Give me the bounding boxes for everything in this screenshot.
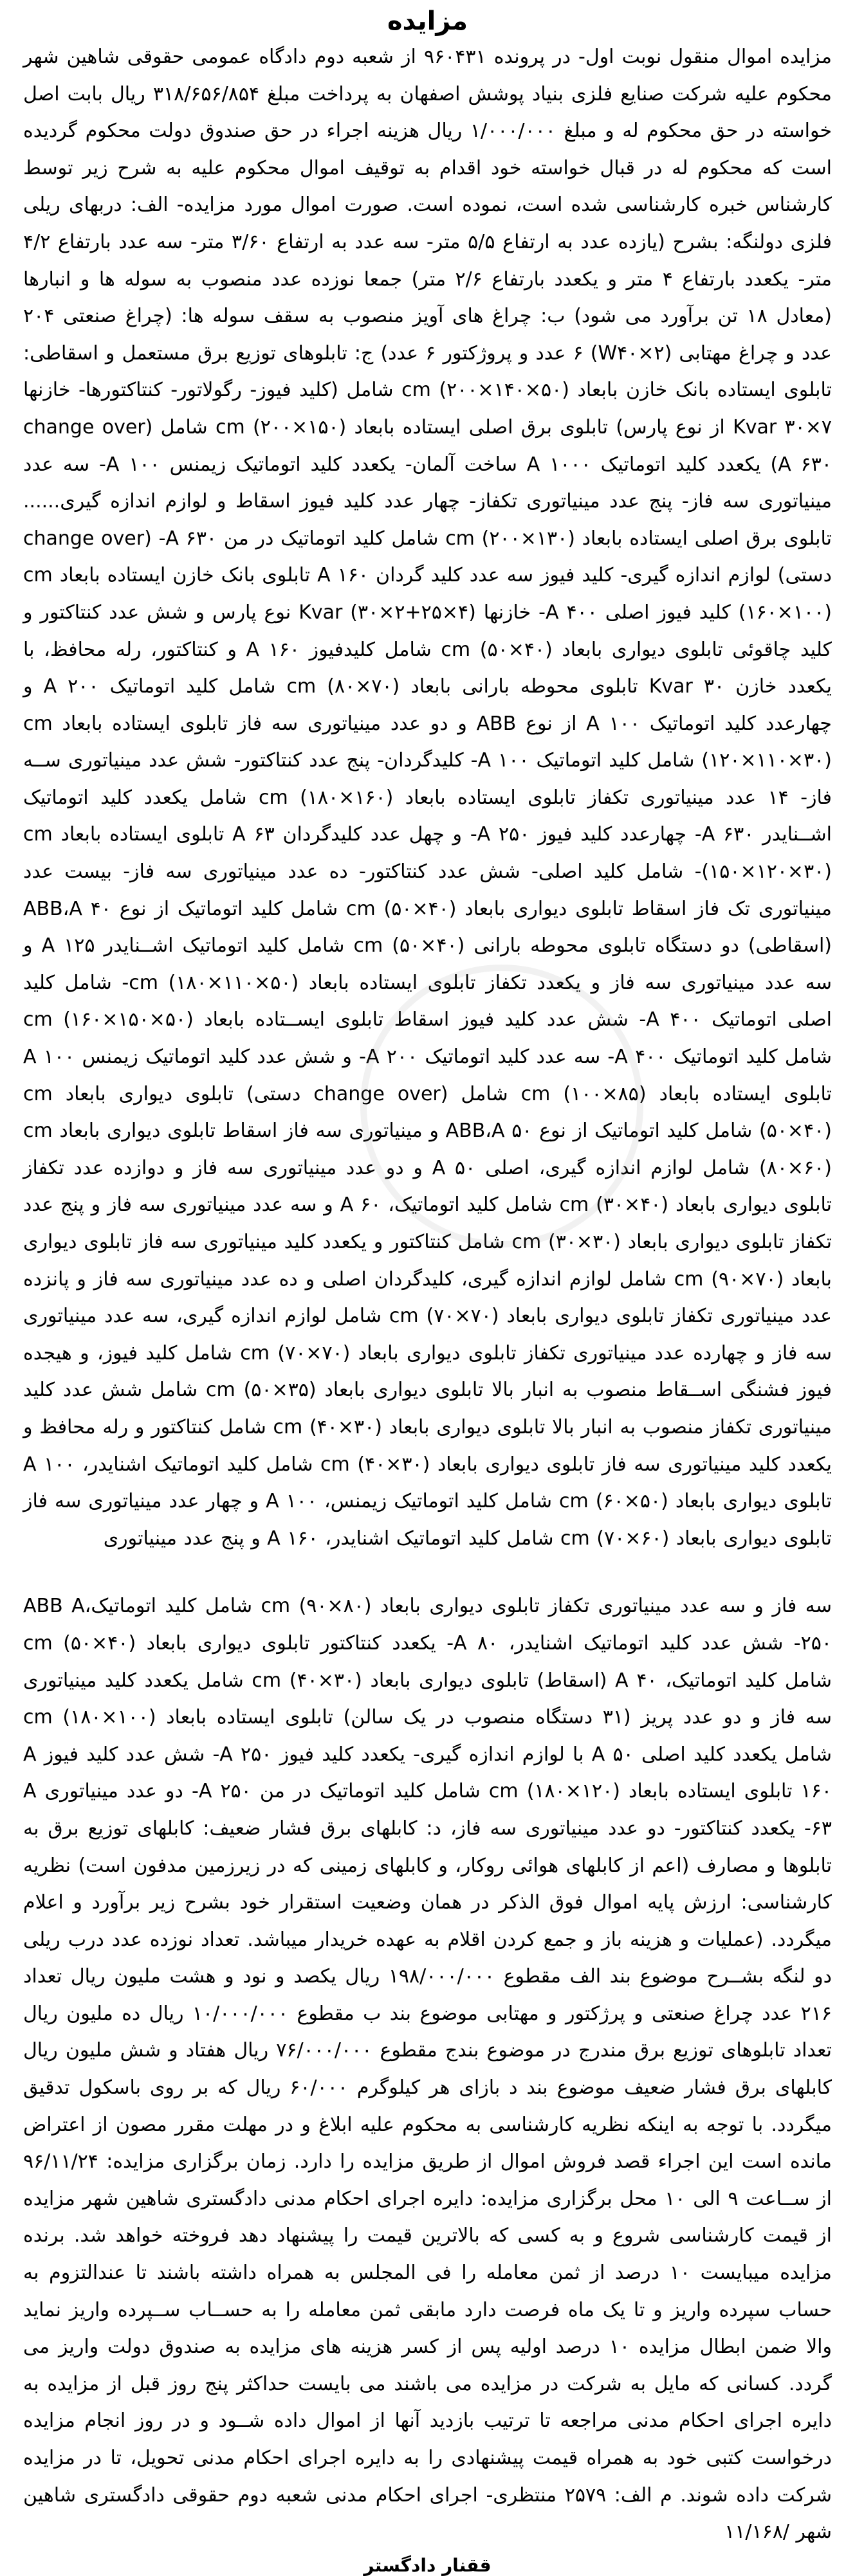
notice-paragraph-2: سه فاز و سه عدد مینیاتوری تکفاز تابلوی دیواری بابعاد cm (۹۰×۸۰) شامل کلید اتوماتیک،ABB A ۲۵۰- شش عدد کلید اتوماتیک اشنایدر، A ۸۰- یکعدد کنتاکتور تابلوی دیواری بابعاد cm (۵۰×۴۰) شامل کلید اتوماتیک، A ۴۰ (اسقاط) تابلوی دیواری بابعاد cm (۴۰×۳۰) شامل یکعدد کلید مینیاتوری سه فاز و دو عدد پریز (۳۱ دستگاه منصوب در یک سالن) تابلوی ایستاده بابعاد cm (۱۸۰×۱۰۰) شامل یکعدد کلید اصلی A ۵۰ با لوازم اندازه گیری- یکعدد کلید فیوز A ۲۵۰- شش عدد کلید فیوز A ۱۶۰ تابلوی ایستاده بابعاد cm (۱۸۰×۱۲۰) شامل کلید اتوماتیک در من A ۲۵۰- دو عدد مینیاتوری A ۶۳- یکعدد کنتاکتور- دو عدد مینیاتوری سه فاز، د: کابلهای برق فشار ضعیف: کابلهای توزیع برق به تابلوها و مصارف (اعم از کابلهای هوائی روکار، و کابلهای زمینی که در زیرزمین مدفون است) نظریه کارشناسی: ارزش پایه اموال فوق الذکر در همان وضعیت استقرار خود بشرح زیر برآورد و اعلام میگردد. (عملیات و هزینه باز و جمع کردن اقلام به عهده خریدار میباشد. تعداد نوزده عدد درب ریلی دو لنگه بشــرح موضوع بند الف مقطوع ۱۹۸/۰۰۰/۰۰۰ ریال یکصد و نود و هشت ملیون ریال تعداد ۲۱۶ عدد چراغ صنعتی و پرژکتور و مهتابی موضوع بند ب مقطوع ۱۰/۰۰۰/۰۰۰ ریال ده ملیون ریال تعداد تابلوهای توزیع برق مندرج در موضوع بندج مقطوع ۷۶/۰۰۰/۰۰۰ ریال هفتاد و شش ملیون ریال کابلهای برق فشار ضعیف موضوع بند د بازای هر کیلوگرم ۶۰/۰۰۰ ریال که بر روی باسکول تدقیق میگردد. با توجه به اینکه نظریه کارشناسی به محکوم علیه ابلاغ و در مهلت مقرر مصون از اعتراض مانده است این اجراء قصد فروش اموال از طریق مزایده را دارد. زمان برگزاری مزایده: ۹۶/۱۱/۲۴ از ســاعت ۹ الی ۱۰ محل برگزاری مزایده: دایره اجرای احکام مدنی دادگستری شاهین شهر مزایده از قیمت کارشناسی شروع و به کسی که بالاترین قیمت را پیشنهاد دهد فروخته خواهد شد. برنده مزایده میبایست ۱۰ درصد از ثمن معامله را فی المجلس به همراه داشته باشند تا عندالتزوم به حساب سپرده واریز و تا یک ماه فرصت دارد مابقی ثمن معامله را به حســاب ســپرده واریز نماید والا ضمن ابطال مزایده ۱۰ درصد اولیه پس از کسر هزینه های مزایده به صندوق دولت واریز می گردد. کسانی که مایل به شرکت در مزایده می باشند می بایست حداکثر پنج روز قبل از مزایده به دایره اجرای احکام مدنی مراجعه تا ترتیب بازدید آنها از اموال داده شــود و در روز انجام مزایده درخواست کتبی خود به همراه قیمت پیشنهادی را به دایره اجرای احکام مدنی تحویل، تا در مزایده شرکت داده شوند. م الف: ۲۵۷۹ منتظری- اجرای احکام مدنی شعبه دوم حقوقی دادگستری شاهین شهر /۱۱/۱۶۸ — [23, 1595, 832, 2544]
notice-footer: ققنار دادگستر — [363, 2554, 492, 2576]
notice-title: مزایده — [387, 6, 468, 36]
notice-paragraph-1: مزایده اموال منقول نوبت اول- در پرونده ۹۶۰۴۳۱ از شعبه دوم دادگاه عمومی حقوقی شاهین شهر محکوم علیه شرکت صنایع فلزی بنیاد پوشش اصفهان به پرداخت مبلغ ۳۱۸/۶۵۶/۸۵۴ ریال بابت اصل خواسته در حق محکوم له و مبلغ ۱/۰۰۰/۰۰۰ ریال هزینه اجراء در حق صندوق دولت محکوم گردیده است که محکوم له در قبال خواسته خود اقدام به توقیف اموال محکوم علیه به شرح زیر توسط کارشناس خبره کارشناسی شده است، نموده است. صورت اموال مورد مزایده- الف: دربهای ریلی فلزی دولنگه: بشرح (یازده عدد به ارتفاع ۵/۵ متر- سه عدد به ارتفاع ۳/۶۰ متر- سه عدد بارتفاع ۴/۲ متر- یکعدد بارتفاع ۴ متر و یکعدد بارتفاع ۲/۶ متر) جمعا نوزده عدد منصوب به سوله ها و انبارها (معادل ۱۸ تن برآورد می شود) ب: چراغ های آویز منصوب به سقف سوله ها: (چراغ صنعتی ۲۰۴ عدد و چراغ مهتابی (W۴۰×۲) ۶ عدد و پروژکتور ۶ عدد) ج: تابلوهای توزیع برق مستعمل و اسقاطی: تابلوی ایستاده بانک خازن بابعاد cm (۲۰۰×۱۴۰×۵۰) شامل (کلید فیوز- رگولاتور- کنتاکتورها- خازنها Kvar ۳۰×۷ از نوع پارس) تابلوی برق اصلی ایستاده بابعاد cm (۲۰۰×۱۵۰) شامل (change over A ۶۳۰) یکعدد کلید اتوماتیک A ۱۰۰۰ ساخت آلمان- یکعدد کلید اتوماتیک زیمنس A ۱۰۰- سه عدد مینیاتوری سه فاز- پنج عدد مینیاتوری تکفاز- چهار عدد کلید فیوز اسقاط و لوازم اندازه گیری...... تابلوی برق اصلی ایستاده بابعاد cm (۲۰۰×۱۳۰) شامل کلید اتوماتیک در من A ۶۳۰- (change over دستی) لوازم اندازه گیری- کلید فیوز سه عدد کلید گردان A ۱۶۰ تابلوی بانک خازن ایستاده بابعاد cm (۱۶۰×۱۰۰) کلید فیوز اصلی A ۴۰۰- خازنها Kvar (۳۰×۲+۲۵×۴) نوع پارس و شش عدد کنتاکتور و کلید چاقوئی تابلوی دیواری بابعاد cm (۵۰×۴۰) شامل کلیدفیوز A ۱۶۰ و کنتاکتور، رله محافظ، با یکعدد خازن Kvar ۳۰ تابلوی محوطه بارانی بابعاد cm (۸۰×۷۰) شامل کلید اتوماتیک A ۲۰۰ و چهارعدد کلید اتوماتیک A ۱۰۰ از نوع ABB و دو عدد مینیاتوری سه فاز تابلوی ایستاده بابعاد cm (۱۲۰×۱۱۰×۳۰) شامل کلید اتوماتیک A ۱۰۰- کلیدگردان- پنج عدد کنتاکتور- شش عدد مینیاتوری ســه فاز- ۱۴ عدد مینیاتوری تکفاز تابلوی ایستاده بابعاد cm (۱۸۰×۱۶۰) شامل یکعدد کلید اتوماتیک اشــنایدر A ۶۳۰- چهارعدد کلید فیوز A ۲۵۰- و چهل عدد کلیدگردان A ۶۳ تابلوی ایستاده بابعاد cm (۱۵۰×۱۲۰×۳۰)- شامل کلید اصلی- شش عدد کنتاکتور- ده عدد مینیاتوری سه فاز- بیست عدد مینیاتوری تک فاز اسقاط تابلوی دیواری بابعاد cm (۵۰×۴۰) شامل کلید اتوماتیک از نوع ABB،A ۴۰ (اسقاطی) دو دستگاه تابلوی محوطه بارانی cm (۵۰×۴۰) شامل کلید اتوماتیک اشــنایدر A ۱۲۵ و سه عدد مینیاتوری سه فاز و یکعدد تکفاز تابلوی ایستاده بابعاد cm (۱۸۰×۱۱۰×۵۰)- شامل کلید اصلی اتوماتیک A ۴۰۰- شش عدد کلید فیوز اسقاط تابلوی ایســتاده بابعاد cm (۱۶۰×۱۵۰×۵۰) شامل کلید اتوماتیک A ۴۰۰- سه عدد کلید اتوماتیک A ۲۰۰- و شش عدد کلید اتوماتیک زیمنس A ۱۰۰ تابلوی ایستاده بابعاد cm (۱۰۰×۸۵) شامل (change over دستی) تابلوی دیواری بابعاد cm (۵۰×۴۰) شامل کلید اتوماتیک از نوع ABB،A ۵۰ و مینیاتوری سه فاز اسقاط تابلوی دیواری بابعاد cm (۸۰×۶۰) شامل لوازم اندازه گیری، اصلی A ۵۰ و دو عدد مینیاتوری سه فاز و دوازده عدد تکفاز تابلوی دیواری بابعاد cm (۳۰×۴۰) شامل کلید اتوماتیک، A ۶۰ و سه عدد مینیاتوری سه فاز و پنج عدد تکفاز تابلوی دیواری بابعاد cm (۳۰×۳۰) شامل کنتاکتور و یکعدد کلید مینیاتوری سه فاز تابلوی دیواری بابعاد cm (۹۰×۷۰) شامل لوازم اندازه گیری، کلیدگردان اصلی و ده عدد مینیاتوری سه فاز و پانزده عدد مینیاتوری تکفاز تابلوی دیواری بابعاد cm (۷۰×۷۰) شامل لوازم اندازه گیری، سه عدد مینیاتوری سه فاز و چهارده عدد مینیاتوری تکفاز تابلوی دیواری بابعاد cm (۷۰×۷۰) شامل کلید فیوز، و هیجده فیوز فشنگی اســقاط منصوب به انبار بالا تابلوی دیواری بابعاد cm (۵۰×۳۵) شامل شش عدد کلید مینیاتوری تکفاز منصوب به انبار بالا تابلوی دیواری بابعاد cm (۴۰×۳۰) شامل کنتاکتور و رله محافظ و یکعدد کلید مینیاتوری سه فاز تابلوی دیواری بابعاد cm (۴۰×۳۰) شامل کلید اتوماتیک اشنایدر، A ۱۰۰ تابلوی دیواری بابعاد cm (۶۰×۵۰) شامل کلید اتوماتیک زیمنس، A ۱۰۰ و چهار عدد مینیاتوری سه فاز تابلوی دیواری بابعاد cm (۷۰×۶۰) شامل کلید اتوماتیک اشنایدر، A ۱۶۰ و پنج عدد مینیاتوری — [23, 46, 832, 1550]
